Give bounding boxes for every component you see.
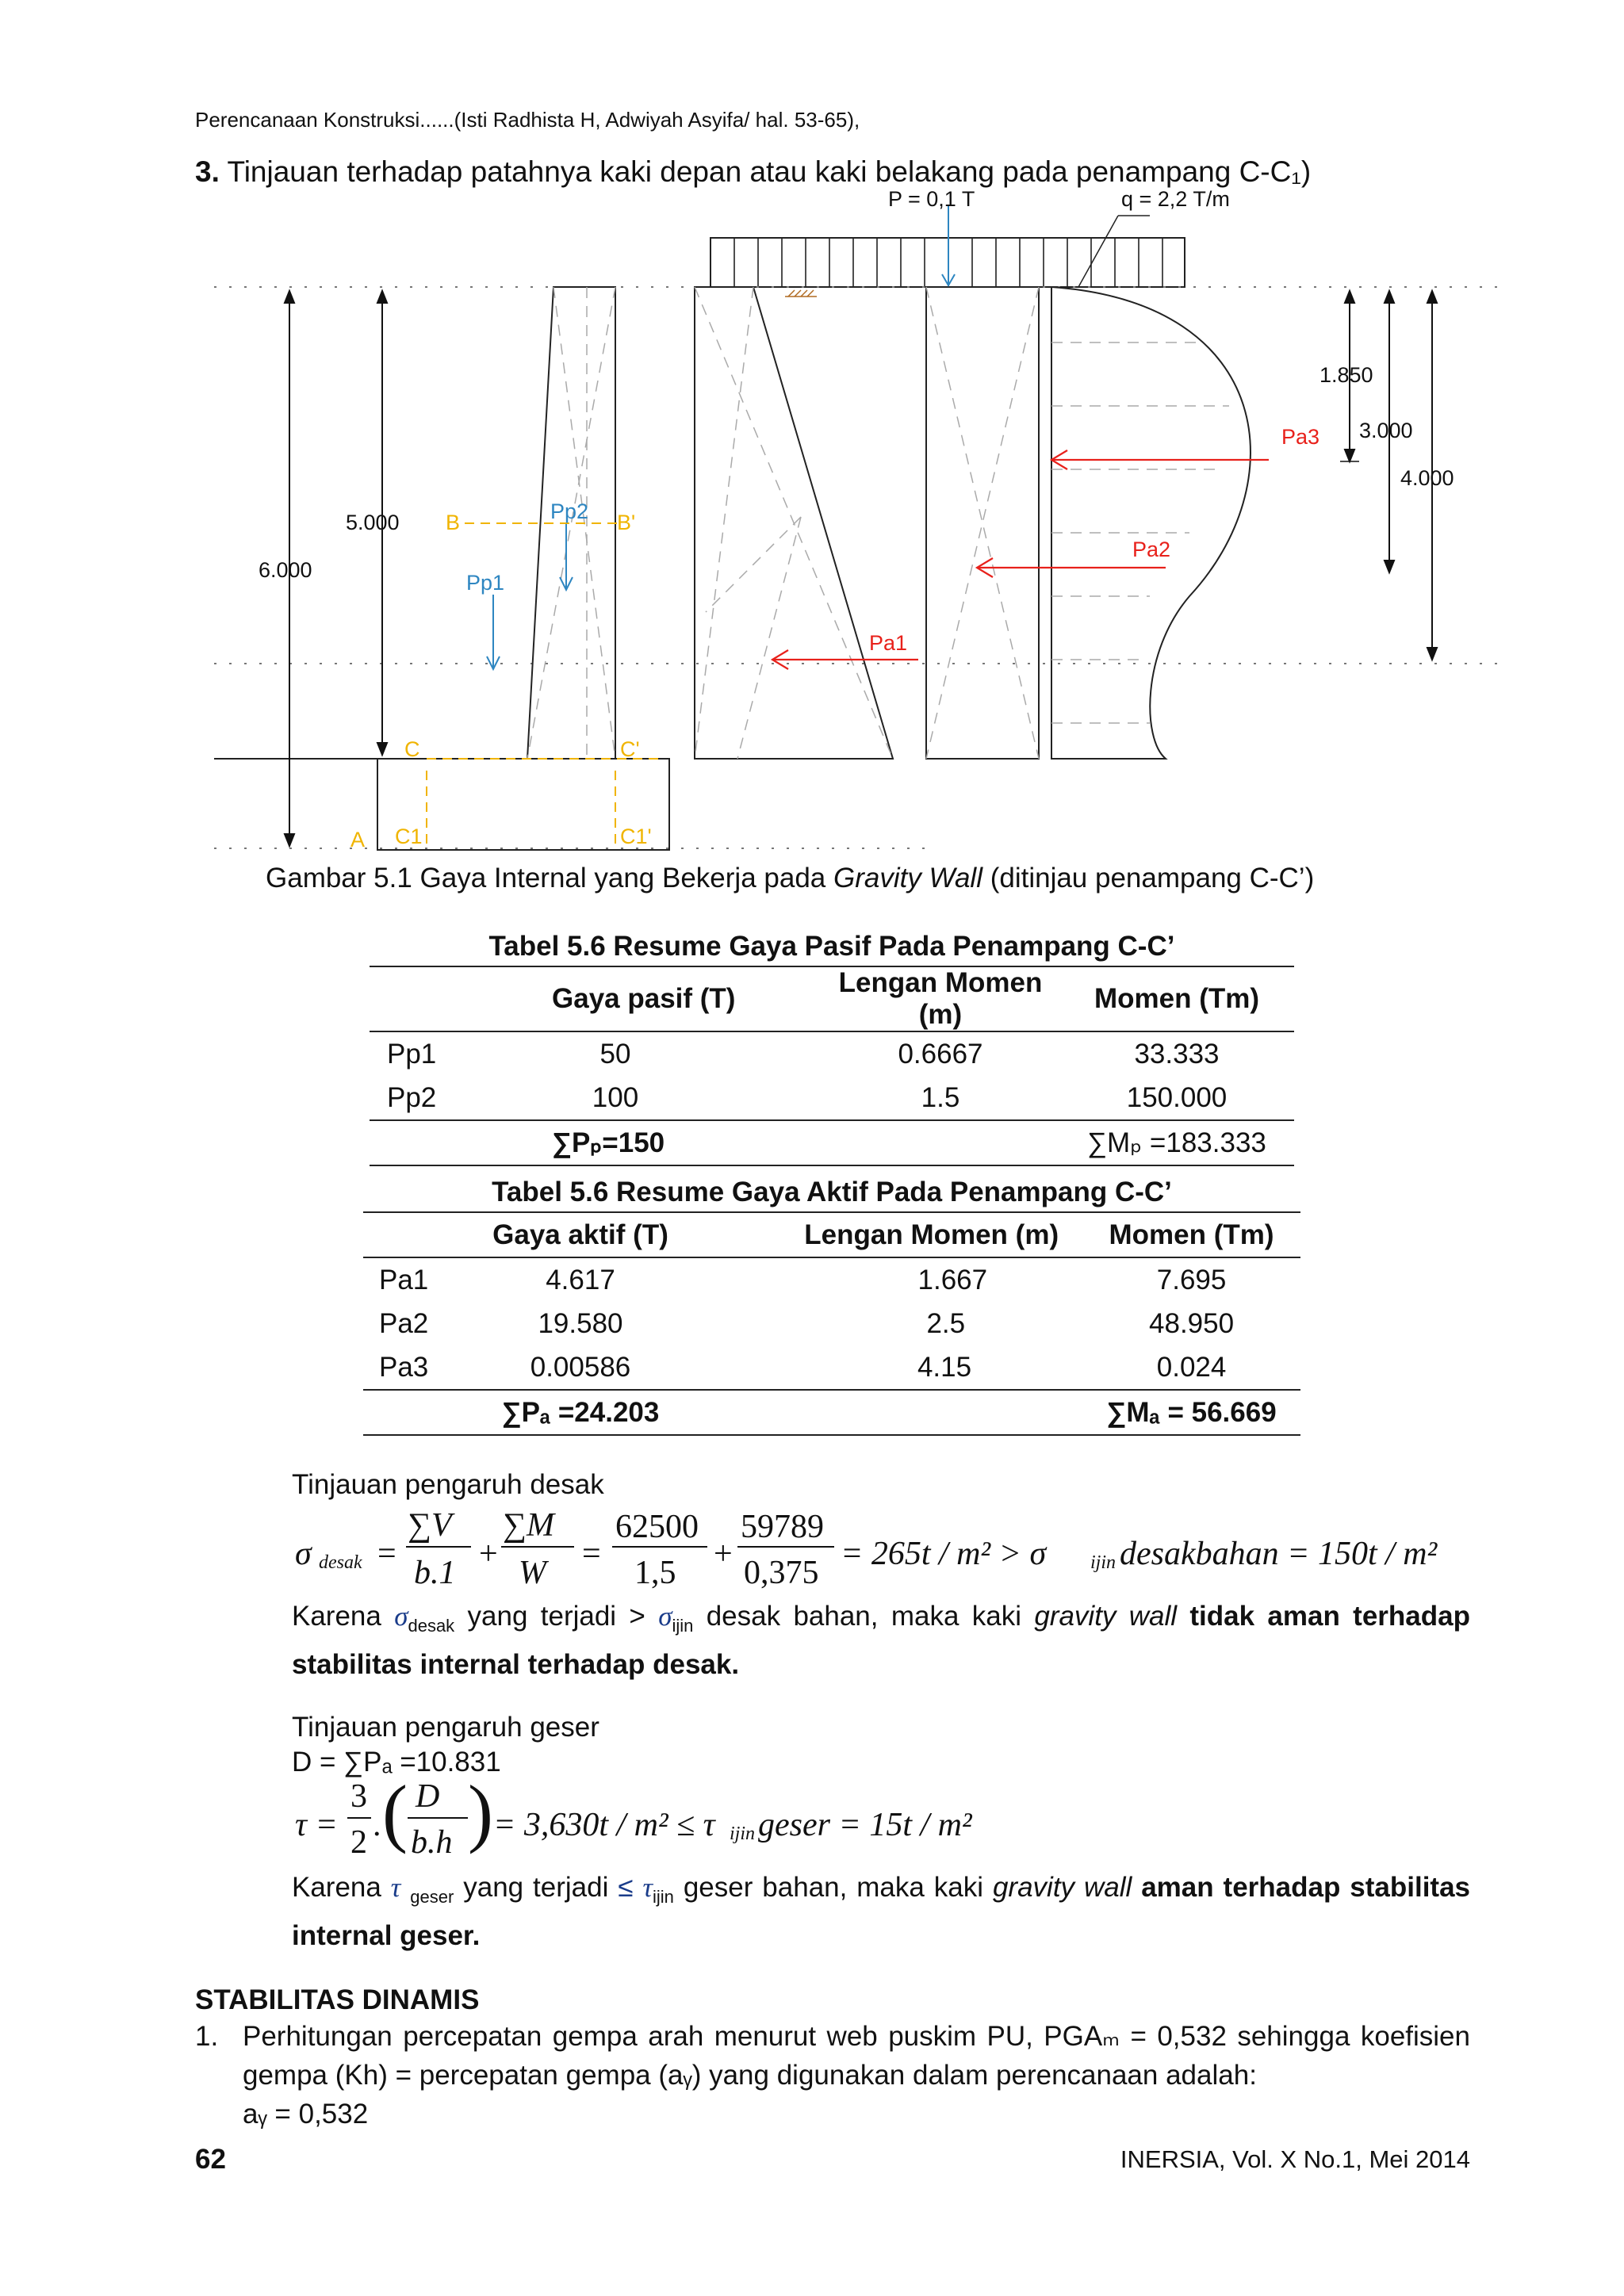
- eq-tail: geser = 15t / m²: [758, 1807, 972, 1843]
- table-row: [363, 1302, 1300, 1345]
- geser-conclusion: [292, 1868, 1470, 1955]
- col-header: Lengan Momen (m): [804, 1219, 1059, 1250]
- table-header-row: [363, 1212, 1300, 1257]
- geser-equation: τ = 3 2 . ( D b.h ) = 3,630t / m² ≤ τ ijin geser = 15t / m²: [295, 1770, 972, 1861]
- table-row: [370, 1031, 1294, 1076]
- label-C: C: [404, 737, 420, 761]
- caption-italic: Gravity Wall: [833, 863, 982, 894]
- table-row: [363, 1257, 1300, 1302]
- cell: 2.5: [926, 1307, 966, 1339]
- cell: 4.15: [917, 1351, 972, 1383]
- text: Karena: [292, 1601, 395, 1632]
- cell: 50: [599, 1038, 631, 1070]
- sub-geser: geser: [410, 1887, 454, 1907]
- eq-equals: =: [377, 1536, 396, 1572]
- eq-n2: 59789: [741, 1509, 824, 1545]
- cell: 1.667: [917, 1264, 988, 1295]
- text: desak bahan, maka kaki: [693, 1601, 1035, 1632]
- wall-section-3: [926, 287, 1039, 759]
- table-row: [363, 1345, 1300, 1390]
- eq-w: W: [519, 1555, 546, 1591]
- dinamis-ag: aᵧ = 0,532: [243, 2099, 369, 2130]
- table-pasif: [370, 966, 1294, 1166]
- label-C1-prime: C1': [620, 825, 652, 848]
- caption-text: Gambar 5.1 Gaya Internal yang Bekerja pada: [266, 863, 833, 894]
- eq-tau: τ =: [295, 1807, 338, 1843]
- cell: 0.00586: [530, 1351, 631, 1383]
- eq-D: D: [416, 1778, 440, 1815]
- leq-symbol-icon: ≤: [618, 1872, 634, 1903]
- figure-caption: [266, 863, 1314, 894]
- label-pa1: Pa1: [869, 631, 908, 655]
- italic-term: gravity wall: [992, 1872, 1132, 1903]
- cell: 4.617: [546, 1264, 615, 1295]
- journal-footer: INERSIA, Vol. X No.1, Mei 2014: [1120, 2145, 1470, 2173]
- cell: Pa1: [379, 1264, 429, 1295]
- eq-b1: b.1: [414, 1555, 456, 1591]
- sigma-symbol-icon: σ: [658, 1601, 672, 1632]
- cell: Pp1: [387, 1038, 437, 1070]
- desak-equation: σ desak = ∑V b.1 + ∑M W = 62500 1,5 + 59789 0,375 = 265t / m² > σ ijin desakbahan = 150t / m²: [295, 1507, 1438, 1591]
- table-header-row: [370, 966, 1294, 1031]
- col-header: Momen (Tm): [1109, 1219, 1274, 1250]
- pressure-diagram: [1051, 287, 1251, 759]
- geser-heading: Tinjauan pengaruh geser: [292, 1712, 599, 1743]
- tau-symbol-icon: τ: [390, 1872, 401, 1903]
- text: yang terjadi >: [454, 1601, 659, 1632]
- dinamis-item-text: Perhitungan percepatan gempa arah menurut web puskim PU, PGAₘ = 0,532 sehingga koefisien gempa (Kh) = percepatan gempa (aᵧ) yang digunakan dalam perencanaan adalah:: [243, 2021, 1470, 2091]
- label-B: B: [446, 511, 461, 534]
- eq-sub-ijin: ijin: [1090, 1552, 1116, 1573]
- cell: Pa2: [379, 1307, 429, 1339]
- italic-term: gravity wall: [1034, 1601, 1178, 1632]
- caption-text-end: (ditinjau penampang C-C’): [982, 863, 1315, 894]
- gravity-wall-figure: [214, 184, 1499, 858]
- sum-moment: ∑Mₚ =183.333: [1087, 1127, 1266, 1158]
- dim-3000: 3.000: [1359, 419, 1413, 442]
- col-header: Momen (Tm): [1094, 983, 1260, 1014]
- desak-heading: Tinjauan pengaruh desak: [292, 1469, 604, 1500]
- cell: 19.580: [538, 1307, 623, 1339]
- dim-5000: 5.000: [346, 511, 400, 534]
- text: geser bahan, maka kaki: [673, 1872, 993, 1903]
- eq-n1: 62500: [615, 1509, 699, 1545]
- table-aktif-title: Tabel 5.6 Resume Gaya Aktif Pada Penampang C-C’: [492, 1177, 1172, 1207]
- eq-sub-ijin: ijin: [730, 1823, 756, 1844]
- sub: ijin: [653, 1887, 674, 1907]
- cell: 0.024: [1156, 1351, 1227, 1383]
- eq-two: 2: [350, 1824, 367, 1861]
- cell: 48.950: [1149, 1307, 1235, 1339]
- sub: desak: [408, 1616, 455, 1636]
- eq-d1: 1,5: [634, 1555, 676, 1591]
- label-C-prime: C': [620, 737, 640, 761]
- bold-conclusion: tidak aman terhadap stabilitas internal terhadap desak.: [292, 1601, 1470, 1680]
- eq-three: 3: [350, 1778, 367, 1815]
- text: Karena: [292, 1872, 391, 1903]
- text: yang terjadi: [454, 1872, 619, 1903]
- eq-result: = 3,630t / m² ≤ τ: [493, 1807, 715, 1843]
- label-pa3: Pa3: [1281, 425, 1320, 449]
- geser-d-line: D = ∑Pₐ =10.831: [292, 1747, 501, 1777]
- page-number: 62: [195, 2144, 226, 2175]
- cell: 150.000: [1126, 1081, 1228, 1113]
- section-title: Tinjauan terhadap patahnya kaki depan atau kaki belakang pada penampang C-C₁): [227, 155, 1312, 188]
- dim-4000: 4.000: [1400, 466, 1454, 490]
- eq-sm: ∑M: [503, 1507, 554, 1544]
- cell: 7.695: [1156, 1264, 1227, 1295]
- eq-bh: b.h: [411, 1824, 453, 1861]
- label-B-prime: B': [617, 511, 636, 534]
- table-sum-row: [370, 1120, 1294, 1165]
- section-number: 3.: [195, 155, 220, 188]
- dinamis-heading: STABILITAS DINAMIS: [195, 1984, 480, 2015]
- table-sum-row: [363, 1390, 1300, 1435]
- table-row: [370, 1076, 1294, 1120]
- eq-sigma: σ: [295, 1536, 312, 1572]
- bold-conclusion: aman terhadap stabilitas internal geser.: [292, 1872, 1471, 1951]
- cell: 33.333: [1134, 1038, 1220, 1070]
- sum-force: ∑Pₚ=150: [552, 1127, 665, 1158]
- cell: Pp2: [387, 1081, 437, 1113]
- eq-sv: ∑V: [408, 1507, 452, 1544]
- label-pp2: Pp2: [550, 499, 589, 523]
- desak-conclusion: [292, 1597, 1470, 1684]
- running-header: Perencanaan Konstruksi......(Isti Radhista H, Adwiyah Asyifa/ hal. 53-65),: [195, 108, 860, 132]
- dim-1850: 1.850: [1320, 363, 1373, 387]
- label-pp1: Pp1: [466, 571, 505, 595]
- cell: 100: [592, 1081, 639, 1113]
- sub: ijin: [672, 1616, 694, 1636]
- dim-6000: 6.000: [259, 558, 312, 582]
- col-header: Lengan Momen (m): [838, 967, 1043, 1030]
- label-C1: C1: [395, 825, 423, 848]
- eq-tail: desakbahan = 150t / m²: [1120, 1536, 1438, 1572]
- label-pa2: Pa2: [1132, 538, 1171, 561]
- sigma-symbol-icon: σ: [394, 1601, 408, 1632]
- tau-symbol-icon: τ: [642, 1872, 653, 1903]
- eq-result: = 265t / m² > σ: [841, 1536, 1047, 1572]
- label-A: A: [350, 828, 366, 851]
- cell: 0.6667: [898, 1038, 983, 1070]
- table-aktif: [363, 1211, 1300, 1436]
- eq-sub-desak: desak: [319, 1552, 362, 1573]
- col-header: Gaya pasif (T): [552, 983, 736, 1014]
- dinamis-item-number: 1.: [195, 2021, 219, 2052]
- eq-d2: 0,375: [744, 1555, 819, 1591]
- cell: Pa3: [379, 1351, 429, 1383]
- cell: 1.5: [921, 1081, 960, 1113]
- sum-force: ∑Pₐ =24.203: [501, 1396, 660, 1428]
- sum-moment: ∑Mₐ = 56.669: [1106, 1396, 1277, 1428]
- label-q: q = 2,2 T/m: [1121, 187, 1230, 211]
- col-header: Gaya aktif (T): [492, 1219, 668, 1250]
- table-pasif-title: Tabel 5.6 Resume Gaya Pasif Pada Penampang C-C’: [488, 931, 1175, 962]
- label-P: P = 0,1 T: [888, 187, 975, 211]
